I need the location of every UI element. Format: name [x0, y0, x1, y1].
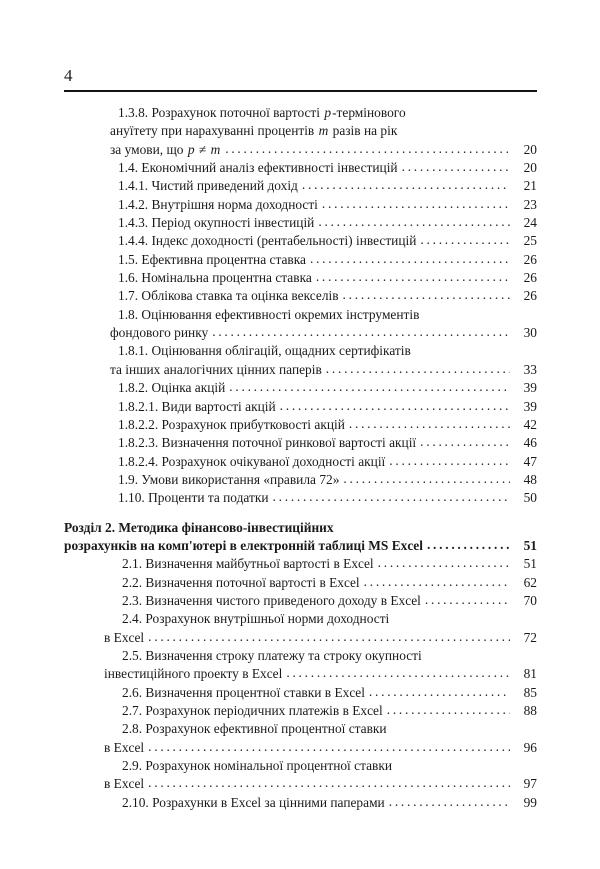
toc-dot-leader [420, 433, 510, 451]
toc-entry[interactable] [64, 287, 537, 305]
toc-entry[interactable] [64, 379, 537, 397]
toc-entry-page-number: 30 [523, 325, 537, 341]
toc-entry[interactable] [64, 141, 537, 159]
toc-dot-leader [387, 701, 510, 719]
toc-entry[interactable] [64, 214, 537, 232]
toc-entry-title: 1.4.4. Індекс доходності (рентабельності) інвестицій [118, 233, 417, 249]
toc-dot-leader [343, 470, 510, 488]
toc-entry-title: та інших аналогічних цінних паперів [110, 361, 322, 377]
toc-entry[interactable] [64, 177, 537, 195]
toc-entry[interactable] [64, 684, 537, 702]
header-divider-rule [64, 90, 537, 92]
toc-entry-title: 1.4.1. Чистий приведений дохід [118, 178, 298, 194]
toc-entry[interactable] [64, 342, 537, 360]
toc-entry-page-number: 24 [523, 215, 537, 231]
toc-dot-leader [420, 231, 510, 249]
toc-entry-page-number: 88 [523, 703, 537, 718]
toc-entry-page-number: 97 [523, 776, 537, 792]
toc-entry[interactable] [64, 702, 537, 720]
toc-entry-title: 1.7. Облікова ставка та оцінка векселів [118, 288, 339, 304]
toc-entry-title: в Excel [104, 739, 145, 755]
toc-entry[interactable] [64, 416, 537, 434]
toc-entry-title: в Excel [104, 776, 145, 792]
toc-dot-leader [286, 664, 510, 682]
toc-entry-page-number: 21 [523, 178, 537, 194]
toc-entry[interactable] [64, 398, 537, 416]
toc-entry[interactable] [64, 269, 537, 287]
toc-entry[interactable] [64, 537, 537, 555]
toc-dot-leader [229, 378, 510, 396]
toc-dot-leader [364, 573, 510, 591]
toc-entry-title: 2.6. Визначення процентної ставки в Excel [122, 684, 365, 700]
toc-dot-leader [225, 140, 510, 158]
toc-entry-page-number: 46 [523, 435, 537, 451]
toc-entry[interactable] [64, 610, 537, 628]
toc-entry-title: 1.8.2.4. Розрахунок очікуваної доходності акції [118, 453, 386, 469]
toc-entry-page-number: 23 [523, 196, 537, 212]
toc-dot-leader [318, 213, 510, 231]
toc-entry-page-number: 51 [523, 556, 537, 572]
toc-entry-title: 2.9. Розрахунок номінальної процентної ставки [122, 758, 393, 774]
toc-entry[interactable] [64, 453, 537, 471]
toc-entry-page-number: 62 [523, 574, 537, 590]
toc-dot-leader [310, 250, 510, 268]
toc-entry[interactable] [64, 757, 537, 775]
toc-entry-title: 1.8. Оцінювання ефективності окремих інструментів [118, 306, 420, 322]
toc-entry-page-number: 25 [523, 233, 537, 249]
toc-dot-leader [148, 628, 510, 646]
toc-entry-title: 2.2. Визначення поточної вартості в Excel [122, 574, 360, 590]
toc-entry-title: 1.8.2. Оцінка акцій [118, 380, 226, 396]
toc-entry[interactable] [64, 720, 537, 738]
toc-entry[interactable] [64, 196, 537, 214]
toc-entry[interactable] [64, 306, 537, 324]
toc-entry[interactable] [64, 555, 537, 573]
toc-entry-title: 1.8.1. Оцінювання облігацій, ощадних сертифікатів [118, 343, 411, 359]
toc-entry-title: 2.1. Визначення майбутньої вартості в Excel [122, 556, 374, 572]
toc-entry-page-number: 50 [523, 490, 537, 506]
toc-dot-leader [402, 158, 510, 176]
toc-entry-title: 2.7. Розрахунок періодичних платежів в Excel [122, 703, 383, 718]
page-number: 4 [64, 66, 73, 85]
toc-dot-leader [349, 415, 510, 433]
toc-entry-title: 2.3. Визначення чистого приведеного доходу в Excel [122, 592, 421, 608]
toc-dot-leader [389, 452, 510, 470]
toc-dot-leader [302, 176, 510, 194]
toc-entry-page-number: 47 [523, 453, 537, 469]
toc-entry-title: 1.6. Номінальна процентна ставка [118, 270, 312, 286]
toc-entry-title: 2.10. Розрахунки в Excel за цінними паперами [122, 794, 385, 810]
toc-dot-leader [378, 554, 510, 572]
toc-entry-page-number: 20 [523, 160, 537, 176]
toc-entry[interactable] [64, 159, 537, 177]
toc-entry-title: ануїтету при нарахуванні процентів m разів на рік [110, 123, 398, 139]
toc-entry[interactable] [64, 574, 537, 592]
toc-entry-page-number: 26 [523, 251, 537, 267]
toc-entry[interactable] [64, 232, 537, 250]
toc-dot-leader [212, 323, 510, 341]
toc-spacer [64, 508, 537, 519]
toc-entry-title: фондового ринку [110, 325, 209, 341]
toc-dot-leader [369, 683, 510, 701]
toc-entry-page-number: 85 [523, 684, 537, 700]
toc-entry-title: 1.4. Економічний аналіз ефективності інвестицій [118, 160, 398, 176]
toc-dot-leader [427, 536, 510, 554]
toc-dot-leader [326, 360, 510, 378]
toc-entry-title: 1.9. Умови використання «правила 72» [118, 471, 340, 487]
toc-entry[interactable] [64, 647, 537, 665]
toc-entry[interactable] [64, 794, 537, 812]
toc-dot-leader [280, 397, 510, 415]
toc-dot-leader [148, 774, 510, 792]
toc-entry-title: в Excel [104, 629, 145, 645]
toc-entry-title: 2.4. Розрахунок внутрішньої норми доходності [122, 611, 390, 627]
toc-entry-page-number: 81 [523, 666, 537, 682]
toc-entry[interactable] [64, 665, 537, 683]
toc-dot-leader [316, 268, 510, 286]
toc-entry[interactable] [64, 104, 537, 122]
toc-entry[interactable] [64, 434, 537, 452]
toc-entry-page-number: 39 [523, 398, 537, 414]
toc-entry[interactable] [64, 519, 537, 537]
table-of-contents [64, 104, 537, 812]
toc-entry-title: 1.8.2.3. Визначення поточної ринкової вартості акції [118, 435, 417, 451]
toc-entry-page-number: 72 [523, 629, 537, 645]
toc-entry[interactable] [64, 739, 537, 757]
toc-entry[interactable] [64, 324, 537, 342]
toc-entry-title: 1.4.3. Період окупності інвестицій [118, 215, 315, 231]
toc-entry-title: інвестиційного проекту в Excel [104, 666, 283, 682]
toc-entry[interactable] [64, 775, 537, 793]
toc-entry-title: 2.8. Розрахунок ефективної процентної ставки [122, 721, 387, 737]
toc-dot-leader [322, 195, 510, 213]
toc-dot-leader [273, 488, 510, 506]
toc-entry-page-number: 99 [523, 794, 537, 810]
toc-entry-title: 1.8.2.1. Види вартості акцій [118, 398, 276, 414]
toc-entry-page-number: 26 [523, 288, 537, 304]
toc-entry-title: 1.4.2. Внутрішня норма доходності [118, 196, 318, 212]
toc-entry-title: 1.10. Проценти та податки [118, 490, 269, 506]
toc-entry-page-number: 70 [523, 592, 537, 608]
toc-dot-leader [343, 286, 510, 304]
toc-entry[interactable] [64, 251, 537, 269]
toc-entry-page-number: 96 [523, 739, 537, 755]
toc-dot-leader [425, 591, 510, 609]
toc-entry-title: розрахунків на комп'ютері в електронній таблиці MS Excel [64, 537, 423, 553]
toc-entry[interactable] [64, 592, 537, 610]
toc-entry-page-number: 51 [523, 537, 537, 553]
toc-entry[interactable] [64, 471, 537, 489]
toc-entry-title: 1.3.8. Розрахунок поточної вартості p-термінового [118, 105, 406, 120]
toc-entry-page-number: 33 [523, 361, 537, 377]
toc-entry-title: за умови, що p ≠ m [110, 141, 221, 157]
toc-dot-leader [148, 738, 510, 756]
toc-entry-title: 1.5. Ефективна процентна ставка [118, 251, 306, 267]
toc-entry-title: 1.8.2.2. Розрахунок прибутковості акцій [118, 416, 345, 432]
toc-entry-page-number: 48 [523, 471, 537, 487]
toc-dot-leader [389, 793, 510, 811]
toc-entry-page-number: 20 [523, 141, 537, 157]
toc-entry[interactable] [64, 361, 537, 379]
toc-entry-title: Розділ 2. Методика фінансово-інвестиційних [64, 519, 334, 535]
toc-entry-page-number: 26 [523, 270, 537, 286]
toc-entry-page-number: 42 [523, 416, 537, 432]
toc-entry[interactable] [64, 122, 537, 140]
toc-entry-title: 2.5. Визначення строку платежу та строку окупності [122, 647, 422, 663]
toc-entry[interactable] [64, 629, 537, 647]
toc-entry[interactable] [64, 489, 537, 507]
toc-entry-page-number: 39 [523, 380, 537, 396]
